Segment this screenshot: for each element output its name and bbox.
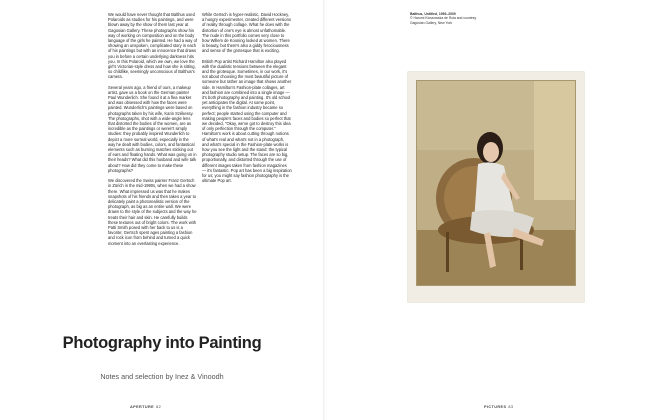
article-subtitle: Notes and selection by Inez & Vinoodh xyxy=(100,372,224,381)
photo-caption xyxy=(410,12,490,25)
folio-right-label: PICTURES xyxy=(484,405,507,409)
paragraph-gertsch: We discovered the Swiss painter Franz Gertsch in Zürich in the mid-1990s, when we had a show there. What impressed us was that he makes snapshots of his friends and then takes a year to delicately paint a photorealistic version of the photograph, as big as an entire wall. We were drawn to the style of the subjects and the way he treats their hair and skin. He carefully builds these textures out of bright colors. The work with Patti Smith posed with her back to us is a favorite; Gertsch spent ages painting a fashion and rock icon from behind and turned a quick moment into an everlasting experience. xyxy=(108,178,197,246)
page-gutter xyxy=(323,0,325,420)
polaroid-photo xyxy=(416,80,576,286)
photo-chair-leg xyxy=(446,232,449,272)
paragraph-hockney: While Gertsch is hyper-realistic, David Hockney, a hungry experimenter, created different versions of reality through collage. What he does with the distortion of one's eye is almost unfathomable. The nude in this portfolio comes very close to how Willem de Kooning looked at women. There is beauty, but there's also a giddy ferociousness and sense of the grotesque that is exciting. xyxy=(202,12,291,54)
paragraph-wunderlich: Several years ago, a friend of ours, a makeup artist, gave us a book on the German painter Paul Wunderlich. She found it at a flea market and was obsessed with how the faces were painted. Wunderlich's paintings were based on photographs taken by his wife, Karin Székessy. The photographs, shot with a wide-angle lens that distorted the bodies of the women, are as incredible as the paintings or weren't simply studies: they probably inspired Wunderlich to depict a more surreal world, especially in the way he dealt with bodies, colors, and fantastical elements such as burning matches sticking out of ears and floating hands. What was going on in their heads? What did this husband and wife talk about? How did they come to make these photographs? xyxy=(108,84,197,173)
caption-credit: © Harumi Klossowska de Rola and courtesy Gagosian Gallery, New York xyxy=(410,16,477,25)
text-column-2 xyxy=(202,12,292,189)
folio-left-label: APERTURE xyxy=(130,405,155,409)
photo-window-light xyxy=(534,80,576,200)
article-title: Photography into Painting xyxy=(62,334,262,352)
folio-left xyxy=(130,405,161,409)
folio-left-page: 82 xyxy=(156,405,162,409)
caption-title: Balthus, Untitled, 1993–2000 xyxy=(410,12,456,16)
text-column-1 xyxy=(108,12,197,251)
polaroid-frame xyxy=(408,72,584,302)
folio-right-page: 83 xyxy=(508,405,514,409)
paragraph-balthus: We would have never thought that Balthus used Polaroids as studies for his paintings, and were blown away by the show of them last year at Gagosian Gallery. These photographs show his way of working on composition and on the body language of the girls he painted. He had a way of showing an unspoken, complicated story in each of his paintings but with an innocence that draws you in before a certain underlying darkness hits you. In this Polaroid, which we own, we love the girl's Victorian-style dress and how she is sitting, so childlike, seemingly unconscious of Balthus's camera. xyxy=(108,12,197,80)
paragraph-hamilton: British Pop artist Richard Hamilton also played with the dualistic tensions between the elegant and the grotesque. Sometimes, in our work, it's not about choosing the most beautiful picture of someone but rather an image that shows another side. In Hamilton's Fashion-plate collages, art and fashion are combined into a single image — it's both photography and painting. It's old school yet anticipates the digital. At some point, everything in the fashion industry became so perfect; people started using the computer and making people's faces and bodies so perfect that we decided, "Okay, we've got to destroy this idea of only perfection through the computer." Hamilton's work is about cutting through notions of what's real and what's not in a photograph, and what's special in the Fashion-plate works is how you see the light and the stand: the typical photography studio setup. The faces are so big, proportionally, and distorted through the use of different images taken from fashion magazines — it's fantastic. Pop art has been a big inspiration for us; you might say fashion photography is the ultimate Pop art. xyxy=(202,58,292,184)
photo-girl-face xyxy=(483,142,499,162)
folio-right xyxy=(484,405,513,409)
